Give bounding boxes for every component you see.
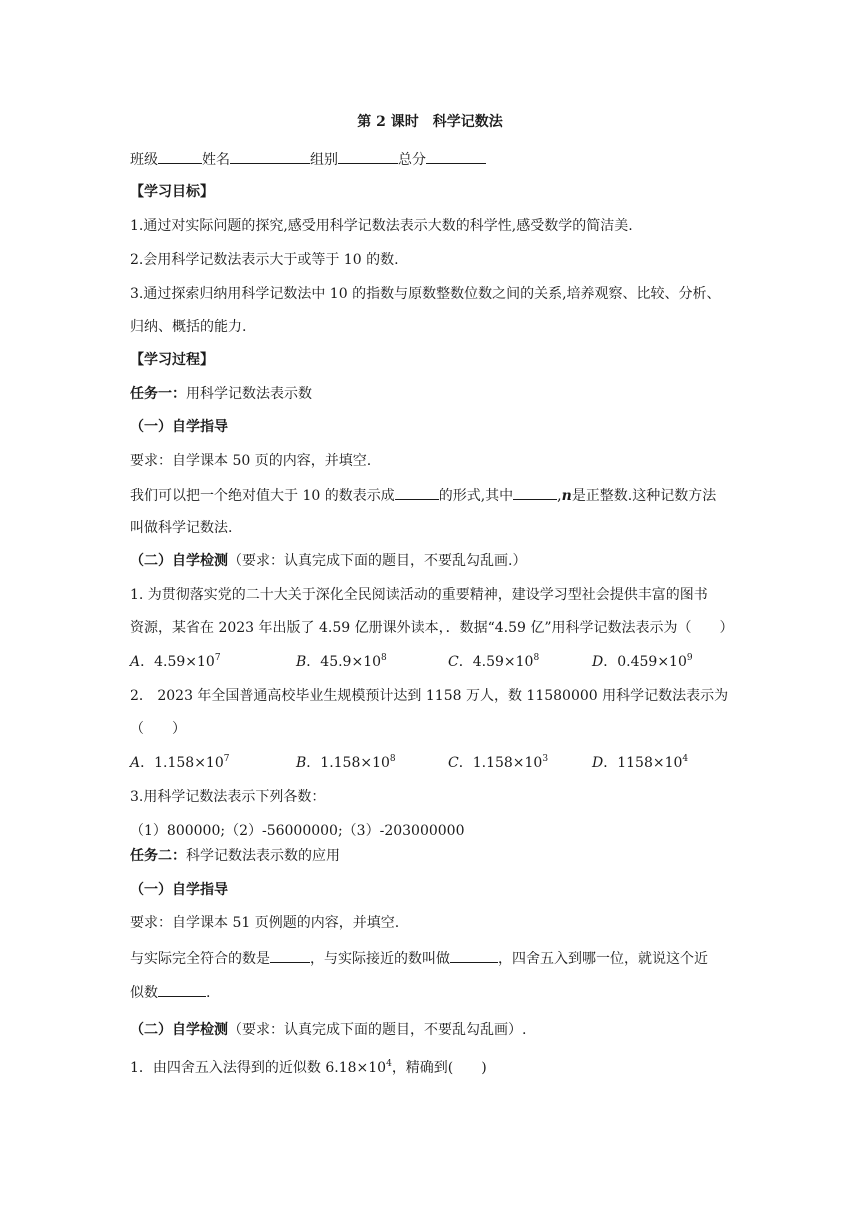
option-b[interactable]: B．$1.158\times 10^8$: [296, 754, 396, 771]
option-a[interactable]: A．$4.59\times 10^7$: [130, 653, 221, 670]
task1-guide-heading: （一）自学指导: [130, 419, 228, 435]
task2-check-note: （要求：认真完成下面的题目，不要乱勾乱画）.: [228, 1022, 527, 1038]
fill-text: ，与实际接近的数叫做: [310, 951, 450, 967]
question-text: 3.用科学记数法表示下列各数：: [130, 789, 326, 805]
task1-text: 用科学记数法表示数: [186, 386, 312, 402]
task2-heading: [130, 846, 340, 866]
objective-item: 3.通过探索归纳用科学记数法中 10 的指数与原数整数位数之间的关系,培养观察、比较、分析、: [130, 286, 721, 302]
task1-label: 任务一：: [130, 386, 186, 402]
score-label: 总分: [398, 152, 426, 168]
question-text: （ ）: [130, 721, 186, 737]
question-text: 资源，某省在 2023 年出版了 4.59 亿册课外读本，．数据“4.59 亿”用科学记数法表示为（ ）: [130, 620, 734, 636]
task2-guide-heading: （一）自学指导: [130, 882, 228, 898]
option-c[interactable]: C．$4.59\times 10^8$: [448, 653, 540, 670]
class-blank[interactable]: [158, 148, 202, 164]
task2-requirement: 要求：自学课本 51 页例题的内容，并填空.: [130, 915, 400, 931]
name-label: 姓名: [202, 152, 230, 168]
fill-blank-exact[interactable]: [270, 947, 310, 963]
objectives-heading: 【学习目标】: [130, 184, 214, 200]
fill-text: 是正整数.这种记数方法: [571, 488, 717, 504]
task1-check-note: （要求：认真完成下面的题目，不要乱勾乱画.）: [228, 553, 527, 569]
task2-fill-line-end: [130, 981, 210, 1003]
fill-text: 我们可以把一个绝对值大于 10 的数表示成: [130, 488, 395, 504]
question-text: 1. 为贯彻落实党的二十大关于深化全民阅读活动的重要精神，建设学习型社会提供丰富的图书: [130, 587, 708, 603]
task2-text: 科学记数法表示数的应用: [186, 848, 340, 864]
task2-label: 任务二：: [130, 848, 186, 864]
task2-check-heading: （二）自学检测: [130, 1022, 228, 1038]
q1-options: [130, 652, 730, 672]
option-d[interactable]: D．$0.459\times 10^9$: [592, 653, 693, 670]
task1-fill-line: 我们可以把一个绝对值大于 10 的数表示成 的形式,其中 ,n是正整数.这种记数方法: [130, 484, 716, 506]
question-text: 2． 2023 年全国普通高校毕业生规模预计达到 1158 万人，数 11580000 用科学记数法表示为: [130, 688, 729, 704]
fill-blank-approx[interactable]: [450, 947, 498, 963]
fill-blank-accuracy[interactable]: [158, 981, 206, 997]
student-info-line: [130, 148, 486, 170]
fill-blank-range[interactable]: [513, 484, 557, 500]
fill-text: .: [206, 985, 211, 1001]
task2-check-heading-line: [130, 1020, 526, 1040]
objective-item: 2.会用科学记数法表示大于或等于 10 的数.: [130, 252, 399, 268]
fill-text: 与实际完全符合的数是: [130, 951, 270, 967]
fill-blank-form[interactable]: [395, 484, 439, 500]
option-b[interactable]: B．$45.9\times 10^8$: [296, 653, 387, 670]
fill-text: ，四舍五入到哪一位，就说这个近: [498, 951, 708, 967]
option-d[interactable]: D．$1158\times 10^4$: [592, 754, 689, 771]
fill-text: 的形式,其中: [438, 488, 514, 504]
objective-item: 归纳、概括的能力.: [130, 319, 247, 335]
score-blank[interactable]: [426, 148, 486, 164]
name-blank[interactable]: [230, 148, 310, 164]
task1-requirement: 要求：自学课本 50 页的内容，并填空.: [130, 453, 372, 469]
objective-item: 1.通过对实际问题的探究,感受用科学记数法表示大数的科学性,感受数学的简洁美.: [130, 218, 633, 234]
task1-fill-line-end: 叫做科学记数法.: [130, 520, 233, 536]
task1-check-heading-line: [130, 551, 526, 571]
q2-options: [130, 753, 730, 773]
fill-text: 似数: [130, 985, 158, 1001]
task2-question-1: 1．由四舍五入法得到的近似数 $6.18\times 10^4$，精确到( ): [130, 1059, 487, 1076]
process-heading: 【学习过程】: [130, 352, 214, 368]
lesson-title: 第 2 课时 科学记数法: [357, 114, 503, 130]
task2-fill-line: [130, 947, 708, 969]
group-blank[interactable]: [338, 148, 398, 164]
group-label: 组别: [310, 152, 338, 168]
class-label: 班级: [130, 152, 158, 168]
variable-n: n: [561, 488, 572, 504]
option-c[interactable]: C．$1.158\times 10^3$: [448, 754, 549, 771]
option-a[interactable]: A．$1.158\times 10^7$: [130, 754, 230, 771]
question-text: （1）800000;（2）-56000000;（3）-203000000: [130, 823, 465, 839]
task1-heading: [130, 384, 312, 404]
task1-check-heading: （二）自学检测: [130, 553, 228, 569]
